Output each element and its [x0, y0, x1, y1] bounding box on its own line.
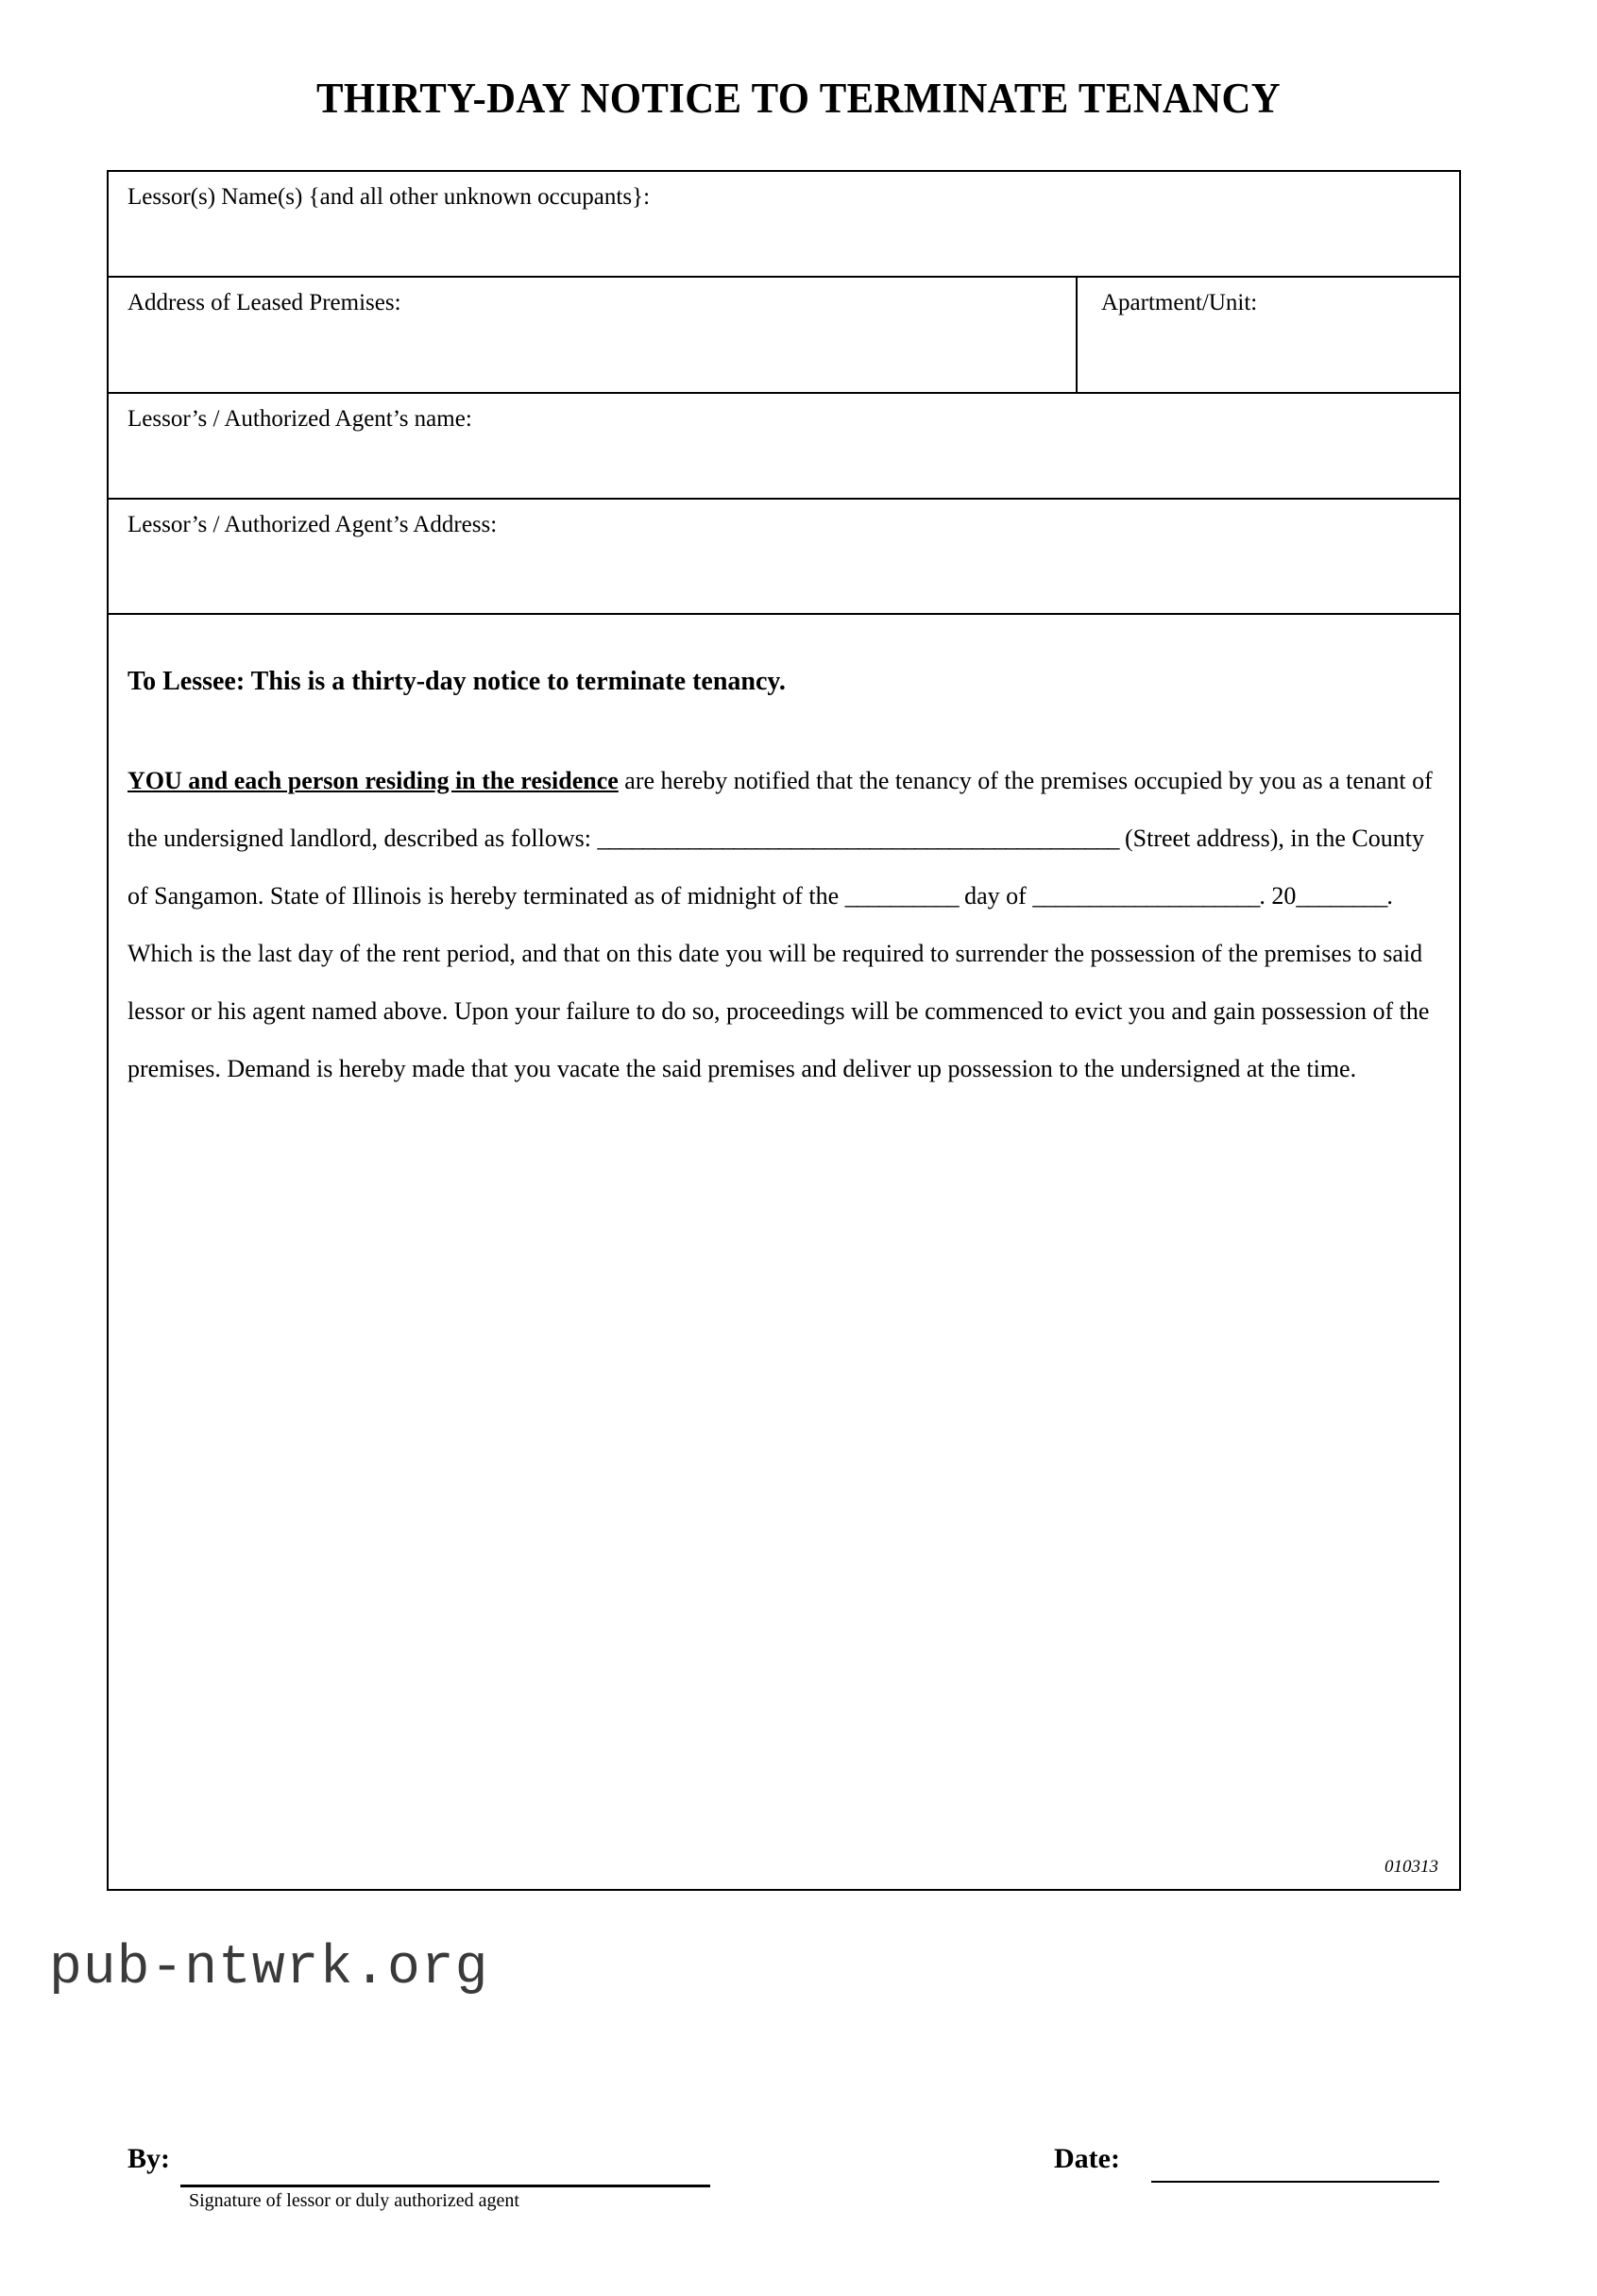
field-label-lessor-names: Lessor(s) Name(s) {and all other unknown occupants}: [127, 184, 651, 210]
form-row-address-unit [109, 278, 1459, 394]
notice-heading: To Lessee: This is a thirty-day notice to terminate tenancy. [127, 667, 786, 696]
notice-text-part1: are hereby notified that the tenancy of the premises occupied by you as a tenant of the undersigned landlord, described as follows: [127, 767, 1433, 852]
signature-caption: Signature of lessor or duly authorized agent [189, 2190, 519, 2211]
notice-paragraph [127, 752, 1440, 1097]
field-agent-name[interactable] [109, 394, 1459, 498]
signature-date-label: Date: [1054, 2143, 1120, 2174]
signature-by-label: By: [127, 2143, 170, 2174]
blank-month[interactable]: ____________________ [1032, 882, 1260, 910]
signature-by-line[interactable] [180, 2185, 710, 2187]
notice-text-part2: (Street address), in the County of Sangamon. State of Illinois is hereby terminated as of midnight of the [127, 825, 1424, 910]
signature-block [109, 2126, 1459, 2296]
field-leased-address[interactable] [109, 278, 1078, 392]
notice-text-part5: . Which is the last day of the rent period, and that on this date you will be required to surrender the possession of the premises to said lessor or his agent named above. Upon your failure to do so, proceedings will be commenced to evict you and gain possession of the premises. Demand is hereby made that you vacate the said premises and deliver up possession to the undersigned at the time. [127, 882, 1430, 1082]
blank-year[interactable]: ________ [1296, 882, 1387, 910]
form-row-agent-name [109, 394, 1459, 500]
field-label-agent-name: Lessor’s / Authorized Agent’s name: [127, 406, 472, 432]
signature-date-line[interactable] [1151, 2181, 1439, 2183]
form-revision-code: 010313 [1385, 1857, 1438, 1877]
blank-street-address[interactable]: ______________________________________________ [597, 825, 1119, 852]
field-apartment-unit[interactable] [1078, 278, 1458, 392]
notice-lead-emphasis: YOU and each person residing in the residence [127, 767, 619, 794]
field-label-leased-address: Address of Leased Premises: [127, 290, 401, 315]
site-watermark: pub-ntwrk.org [49, 1938, 489, 1999]
form-row-lessor-names [109, 172, 1459, 278]
field-label-agent-address: Lessor’s / Authorized Agent’s Address: [127, 512, 498, 537]
notice-text-part3: day of [958, 882, 1033, 910]
form-row-agent-address [109, 500, 1459, 615]
notice-text-part4: . 20 [1259, 882, 1297, 910]
field-lessor-names[interactable] [109, 172, 1459, 276]
field-label-apartment-unit: Apartment/Unit: [1101, 290, 1258, 315]
field-agent-address[interactable] [109, 500, 1459, 613]
blank-day[interactable]: __________ [844, 882, 959, 910]
page-title: THIRTY-DAY NOTICE TO TERMINATE TENANCY [315, 75, 1281, 122]
